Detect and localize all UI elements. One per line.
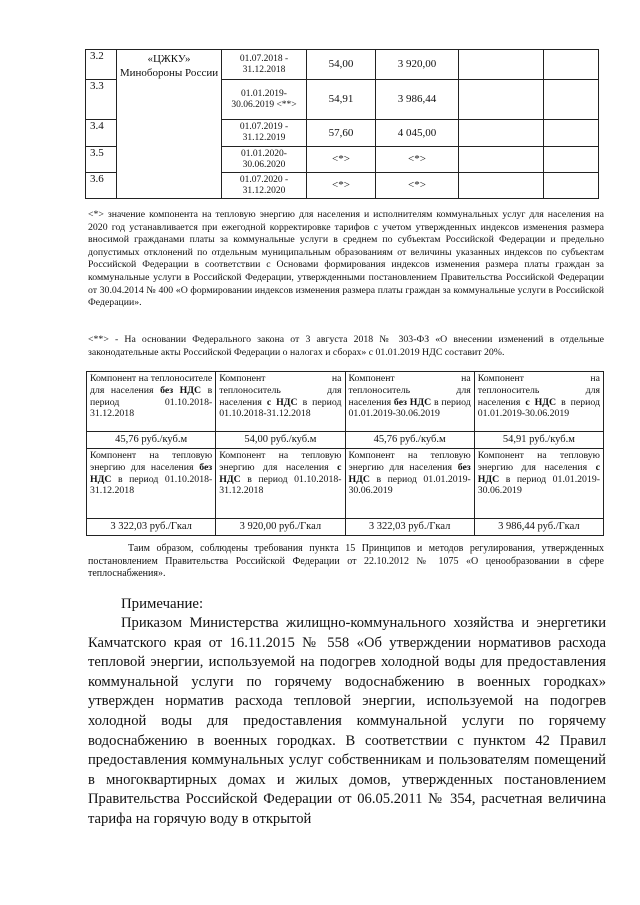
value-with-vat: 3 986,44 bbox=[376, 80, 459, 120]
component-value: 45,76 руб./куб.м bbox=[345, 432, 474, 449]
empty-cell bbox=[459, 173, 544, 199]
component-table bbox=[86, 371, 604, 536]
footnote-star: <*> значение компонента на тепловую энергию для населения и исполнителям коммунальных услуг для населения на 2020 год устанавливается при ежегодной корректировке тарифов с учетом утвержденных индексов изменения размера вносимой гражданами платы за коммунальные услуги в среднем по субъектам Российской Федерации и предельно допустимых отклонений по отдельным муниципальным образованиям от величины указанных индексов по субъектам Российской Федерации в соответствии с Основами формирования индексов изменения размера платы граждан за коммунальные услуги в Российской Федерации, утвержденными постановлением Правительства Российской Федерации от 30.04.2014 № 400 «О формировании индексов изменения размера платы граждан за коммунальные услуги в Российской Федерации». bbox=[88, 209, 604, 309]
period-cell: 01.01.2019- 30.06.2019 <**> bbox=[222, 80, 307, 120]
component-label: Компонент на теплоносителе для населения без НДС в период 01.10.2018-31.12.2018 bbox=[87, 372, 216, 432]
empty-cell bbox=[544, 147, 599, 173]
row-number: 3.6 bbox=[86, 173, 117, 199]
value-with-vat: 3 920,00 bbox=[376, 50, 459, 80]
note-title: Примечание: bbox=[121, 596, 204, 612]
component-label: Компонент на теплоноситель для населения с НДС в период 01.10.2018-31.12.2018 bbox=[216, 372, 345, 432]
empty-cell bbox=[544, 50, 599, 80]
value-with-vat: <*> bbox=[376, 147, 459, 173]
period-cell: 01.07.2018 - 31.12.2018 bbox=[222, 50, 307, 80]
component-value: 45,76 руб./куб.м bbox=[87, 432, 216, 449]
empty-cell bbox=[459, 147, 544, 173]
component-label: Компонент на тепловую энергию для населения без НДС в период 01.10.2018-31.12.2018 bbox=[87, 449, 216, 519]
value-no-vat: 57,60 bbox=[307, 120, 376, 147]
value-no-vat: <*> bbox=[307, 147, 376, 173]
value-with-vat: <*> bbox=[376, 173, 459, 199]
component-label: Компонент на теплоноситель для населения с НДС в период 01.01.2019-30.06.2019 bbox=[474, 372, 603, 432]
value-no-vat: 54,91 bbox=[307, 80, 376, 120]
empty-cell bbox=[544, 173, 599, 199]
component-value: 3 322,03 руб./Гкал bbox=[345, 519, 474, 536]
component-value: 3 986,44 руб./Гкал bbox=[474, 519, 603, 536]
conclusion-paragraph: Таим образом, соблюдены требования пункта 15 Принципов и методов регулирования, утвержденных постановлением Правительства Российской Федерации от 22.10.2012 № 1075 «О ценообразовании в сфере теплоснабжения». bbox=[88, 543, 604, 580]
value-no-vat: 54,00 bbox=[307, 50, 376, 80]
row-number: 3.4 bbox=[86, 120, 117, 147]
empty-cell bbox=[459, 120, 544, 147]
value-with-vat: 4 045,00 bbox=[376, 120, 459, 147]
period-cell: 01.07.2020 - 31.12.2020 bbox=[222, 173, 307, 199]
organization-name: «ЦЖКУ» Минобороны России bbox=[117, 50, 222, 199]
empty-cell bbox=[544, 80, 599, 120]
component-label: Компонент на тепловую энергию для населения без НДС в период 01.01.2019-30.06.2019 bbox=[345, 449, 474, 519]
row-number: 3.3 bbox=[86, 80, 117, 120]
component-value: 3 322,03 руб./Гкал bbox=[87, 519, 216, 536]
value-no-vat: <*> bbox=[307, 173, 376, 199]
component-value: 3 920,00 руб./Гкал bbox=[216, 519, 345, 536]
empty-cell bbox=[459, 50, 544, 80]
row-number: 3.2 bbox=[86, 50, 117, 80]
row-number: 3.5 bbox=[86, 147, 117, 173]
note-body: Приказом Министерства жилищно-коммунального хозяйства и энергетики Камчатского края от 16.11.2015 № 558 «Об утверждении нормативов расхода тепловой энергии, используемой на подогрев холодной воды для предоставления коммунальной услуги по горячему водоснабжению в военных городках» утвержден норматив расхода тепловой энергии, используемой на подогрев холодной воды для предоставления коммунальной услуги по горячему водоснабжению в военных городках. В соответствии с пунктом 42 Правил предоставления коммунальных услуг собственникам и пользователям помещений в многоквартирных домах и жилых домов, утвержденных постановлением Правительства Российской Федерации от 06.05.2011 № 354, расчетная величина тарифа на горячую воду в открытой bbox=[88, 615, 606, 827]
footnote-double-star: <**> - На основании Федерального закона от 3 августа 2018 № 303-ФЗ «О внесении изменений в отдельные законодательные акты Российской Федерации о налогах и сборах» с 01.01.2019 НДС составит 20%. bbox=[88, 334, 604, 358]
component-label: Компонент на тепловую энергию для населения с НДС в период 01.10.2018-31.12.2018 bbox=[216, 449, 345, 519]
period-cell: 01.01.2020- 30.06.2020 bbox=[222, 147, 307, 173]
component-label: Компонент на теплоноситель для населения без НДС в период 01.01.2019-30.06.2019 bbox=[345, 372, 474, 432]
component-value: 54,00 руб./куб.м bbox=[216, 432, 345, 449]
component-value: 54,91 руб./куб.м bbox=[474, 432, 603, 449]
empty-cell bbox=[544, 120, 599, 147]
period-cell: 01.07.2019 - 31.12.2019 bbox=[222, 120, 307, 147]
empty-cell bbox=[459, 80, 544, 120]
tariff-table bbox=[85, 49, 599, 199]
component-label: Компонент на тепловую энергию для населения с НДС в период 01.01.2019-30.06.2019 bbox=[474, 449, 603, 519]
